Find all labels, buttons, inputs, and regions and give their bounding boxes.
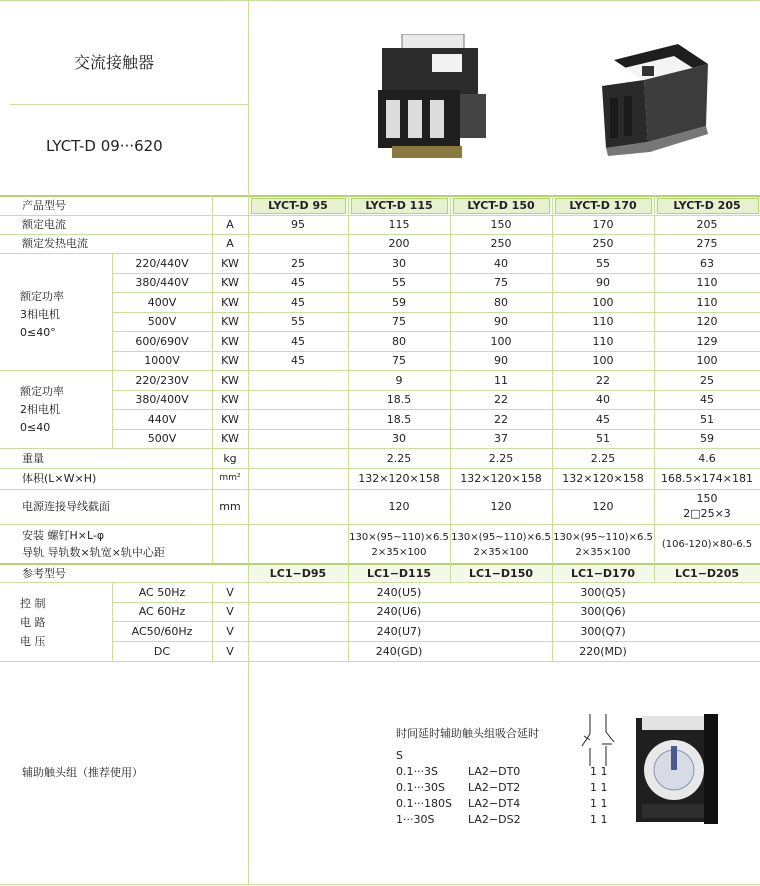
- aux-range: 1···30S: [396, 813, 435, 826]
- value-cell: 2□25×3: [683, 507, 731, 520]
- install-label: 安装 螺钉H×L-φ: [22, 529, 105, 542]
- value-cell: 55: [596, 257, 610, 270]
- timer-block-photo: [634, 712, 720, 828]
- aux-label: 辅助触头组（推荐使用）: [22, 766, 143, 779]
- value-cell: 2×35×100: [473, 547, 529, 558]
- value-cell: 45: [596, 413, 610, 426]
- value-cell: 2.25: [386, 452, 412, 465]
- aux-contacts: 1 1: [590, 797, 608, 810]
- contactor-photo-closed: [596, 38, 716, 158]
- voltage-cell: 380/440V: [135, 276, 189, 289]
- unit-cell: mm²: [219, 473, 241, 483]
- value-cell: 100: [696, 354, 718, 367]
- value-cell: 240(U6): [376, 605, 422, 618]
- value-cell: 240(GD): [375, 645, 423, 658]
- row-rule: [0, 253, 760, 254]
- voltage-cell: AC 50Hz: [138, 586, 186, 599]
- row-rule: [0, 661, 760, 662]
- value-cell: 300(Q5): [580, 586, 626, 599]
- control-group-label: 控 制: [20, 597, 46, 610]
- value-cell: 22: [494, 413, 508, 426]
- row-rule: [112, 351, 760, 352]
- unit-cell: KW: [221, 374, 239, 387]
- value-cell: 80: [392, 335, 406, 348]
- rated-current-label: 额定电流: [22, 218, 66, 231]
- row-rule: [112, 641, 760, 642]
- aux-model: LA2−DT2: [468, 781, 521, 794]
- unit-cell: mm: [219, 500, 241, 513]
- weight-label: 重量: [22, 452, 44, 465]
- header-divider: [248, 0, 249, 195]
- row-rule: [112, 390, 760, 391]
- value-cell: 130×(95~110)×6.5: [451, 532, 551, 543]
- value-cell: 205: [696, 218, 718, 231]
- value-cell: 2×35×100: [575, 547, 631, 558]
- value-cell: 132×120×158: [460, 472, 542, 485]
- value-cell: 25: [291, 257, 305, 270]
- ref-model: LC1−D115: [366, 567, 432, 580]
- aux-range: 0.1···30S: [396, 781, 445, 794]
- unit-cell: KW: [221, 257, 239, 270]
- unit-cell: KW: [221, 315, 239, 328]
- row-rule: [112, 292, 760, 293]
- value-cell: 300(Q6): [580, 605, 626, 618]
- wire-label: 电源连接导线截面: [22, 500, 110, 513]
- model-label: 产品型号: [22, 199, 66, 212]
- value-cell: 18.5: [386, 413, 412, 426]
- voltage-cell: 380/400V: [135, 393, 189, 406]
- control-group-label: 电 路: [20, 616, 46, 629]
- aux-contacts: 1 1: [590, 781, 608, 794]
- row-rule: [0, 582, 760, 583]
- value-cell: 25: [700, 374, 714, 387]
- power2-group-label: 额定功率: [20, 385, 64, 398]
- row-rule: [0, 524, 760, 525]
- power2-group-label: 0≤40: [20, 421, 51, 434]
- row-rule: [112, 602, 760, 603]
- voltage-cell: 500V: [147, 315, 177, 328]
- contact-symbol-icon: [578, 712, 618, 768]
- value-cell: 110: [592, 315, 614, 328]
- volume-label: 体积(L×W×H): [22, 472, 97, 485]
- voltage-cell: 400V: [147, 296, 177, 309]
- row-rule: [0, 215, 760, 216]
- voltage-cell: 220/440V: [135, 257, 189, 270]
- value-cell: 51: [596, 432, 610, 445]
- value-cell: 75: [392, 354, 406, 367]
- model-name: LYCT-D 95: [268, 199, 328, 212]
- header-rule: [10, 104, 248, 105]
- ref-top-rule: [0, 563, 760, 565]
- value-cell: 11: [494, 374, 508, 387]
- voltage-cell: 1000V: [144, 354, 180, 367]
- value-cell: 120: [592, 500, 614, 513]
- value-cell: 30: [392, 257, 406, 270]
- row-rule: [112, 621, 760, 622]
- value-cell: 95: [291, 218, 305, 231]
- value-cell: 100: [592, 354, 614, 367]
- value-cell: 45: [291, 354, 305, 367]
- row-rule: [112, 312, 760, 313]
- aux-range: 0.1···3S: [396, 765, 438, 778]
- value-cell: 80: [494, 296, 508, 309]
- value-cell: 240(U5): [376, 586, 422, 599]
- bottom-rule: [0, 884, 760, 885]
- value-cell: 55: [392, 276, 406, 289]
- voltage-cell: 440V: [147, 413, 177, 426]
- unit-cell: V: [226, 605, 234, 618]
- value-cell: 120: [490, 500, 512, 513]
- value-cell: 110: [696, 296, 718, 309]
- power3-group-label: 额定功率: [20, 290, 64, 303]
- control-group-label: 电 压: [20, 635, 46, 648]
- voltage-cell: 600/690V: [135, 335, 189, 348]
- unit-cell: kg: [223, 452, 237, 465]
- value-cell: 100: [592, 296, 614, 309]
- value-cell: 2×35×100: [371, 547, 427, 558]
- value-cell: 115: [388, 218, 410, 231]
- unit-cell: KW: [221, 335, 239, 348]
- value-cell: 9: [395, 374, 403, 387]
- unit-cell: KW: [221, 393, 239, 406]
- unit-cell: KW: [221, 413, 239, 426]
- power3-group-label: 0≤40°: [20, 326, 56, 339]
- value-cell: 37: [494, 432, 508, 445]
- aux-contacts: 1 1: [590, 813, 608, 826]
- col-rule: [654, 195, 655, 582]
- value-cell: 51: [700, 413, 714, 426]
- model-name: LYCT-D 150: [467, 199, 535, 212]
- value-cell: 2.25: [590, 452, 616, 465]
- ref-model: LC1−D150: [468, 567, 534, 580]
- voltage-cell: 500V: [147, 432, 177, 445]
- value-cell: 45: [700, 393, 714, 406]
- value-cell: 90: [596, 276, 610, 289]
- value-cell: 40: [596, 393, 610, 406]
- ref-model: LC1−D170: [570, 567, 636, 580]
- value-cell: 250: [490, 237, 512, 250]
- unit-cell: KW: [221, 276, 239, 289]
- model-name: LYCT-D 205: [673, 199, 741, 212]
- value-cell: 30: [392, 432, 406, 445]
- row-rule: [112, 331, 760, 332]
- value-cell: 75: [494, 276, 508, 289]
- value-cell: 59: [700, 432, 714, 445]
- value-cell: 300(Q7): [580, 625, 626, 638]
- value-cell: 132×120×158: [358, 472, 440, 485]
- value-cell: 59: [392, 296, 406, 309]
- value-cell: 63: [700, 257, 714, 270]
- value-cell: 55: [291, 315, 305, 328]
- value-cell: 110: [696, 276, 718, 289]
- row-rule: [0, 468, 760, 469]
- aux-contacts: 1 1: [590, 765, 608, 778]
- aux-model: LA2−DT0: [468, 765, 521, 778]
- unit-cell: A: [226, 218, 234, 231]
- row-rule: [112, 429, 760, 430]
- unit-cell: V: [226, 645, 234, 658]
- unit-cell: KW: [221, 296, 239, 309]
- ref-model: LC1−D95: [269, 567, 327, 580]
- value-cell: 132×120×158: [562, 472, 644, 485]
- table-top-rule: [0, 195, 760, 197]
- value-cell: 45: [291, 296, 305, 309]
- value-cell: 120: [696, 315, 718, 328]
- voltage-cell: DC: [153, 645, 171, 658]
- value-cell: 129: [696, 335, 718, 348]
- power3-group-label: 3相电机: [20, 308, 60, 321]
- value-cell: 250: [592, 237, 614, 250]
- power2-group-label: 2相电机: [20, 403, 60, 416]
- value-cell: 90: [494, 315, 508, 328]
- voltage-cell: AC 60Hz: [138, 605, 186, 618]
- value-cell: 150: [490, 218, 512, 231]
- value-cell: 18.5: [386, 393, 412, 406]
- unit-cell: A: [226, 237, 234, 250]
- value-cell: 130×(95~110)×6.5: [553, 532, 653, 543]
- value-cell: 130×(95~110)×6.5: [349, 532, 449, 543]
- value-cell: 2.25: [488, 452, 514, 465]
- value-cell: 275: [696, 237, 718, 250]
- install-label: 导轨 导轨数×轨宽×轨中心距: [22, 546, 165, 559]
- value-cell: 22: [596, 374, 610, 387]
- aux-heading: 时间延时辅助触头组吸合延时: [396, 727, 539, 740]
- aux-range: 0.1···180S: [396, 797, 452, 810]
- value-cell: 45: [291, 276, 305, 289]
- value-cell: 100: [490, 335, 512, 348]
- page-title: 交流接触器: [74, 53, 155, 72]
- unit-cell: V: [226, 625, 234, 638]
- voltage-cell: 220/230V: [135, 374, 189, 387]
- aux-model: LA2−DT4: [468, 797, 521, 810]
- col-rule: [450, 195, 451, 582]
- model-name: LYCT-D 170: [569, 199, 637, 212]
- voltage-cell: AC50/60Hz: [131, 625, 193, 638]
- row-rule: [0, 370, 760, 371]
- row-rule: [0, 448, 760, 449]
- heat-current-label: 额定发热电流: [22, 237, 88, 250]
- ref-label: 参考型号: [22, 567, 66, 580]
- unit-cell: KW: [221, 432, 239, 445]
- value-cell: 40: [494, 257, 508, 270]
- value-cell: 168.5×174×181: [661, 472, 753, 485]
- contactor-photo-open: [372, 34, 498, 162]
- value-cell: 22: [494, 393, 508, 406]
- value-cell: 200: [388, 237, 410, 250]
- value-cell: 120: [388, 500, 410, 513]
- row-rule: [112, 273, 760, 274]
- ref-model: LC1−D205: [674, 567, 740, 580]
- value-cell: 220(MD): [579, 645, 627, 658]
- unit-cell: V: [226, 586, 234, 599]
- value-cell: 4.6: [698, 452, 716, 465]
- row-rule: [112, 409, 760, 410]
- value-cell: 45: [291, 335, 305, 348]
- model-name: LYCT-D 115: [365, 199, 433, 212]
- row-rule: [0, 489, 760, 490]
- aux-s-label: S: [396, 749, 403, 762]
- value-cell: 110: [592, 335, 614, 348]
- value-cell: 240(U7): [376, 625, 422, 638]
- value-cell: 90: [494, 354, 508, 367]
- value-cell: 170: [592, 218, 614, 231]
- row-rule: [0, 234, 760, 235]
- model-range: LYCT-D 09···620: [46, 137, 163, 155]
- aux-model: LA2−DS2: [468, 813, 521, 826]
- top-rule: [0, 0, 760, 1]
- unit-cell: KW: [221, 354, 239, 367]
- value-cell: (106-120)×80-6.5: [661, 539, 753, 550]
- value-cell: 150: [696, 492, 718, 505]
- value-cell: 75: [392, 315, 406, 328]
